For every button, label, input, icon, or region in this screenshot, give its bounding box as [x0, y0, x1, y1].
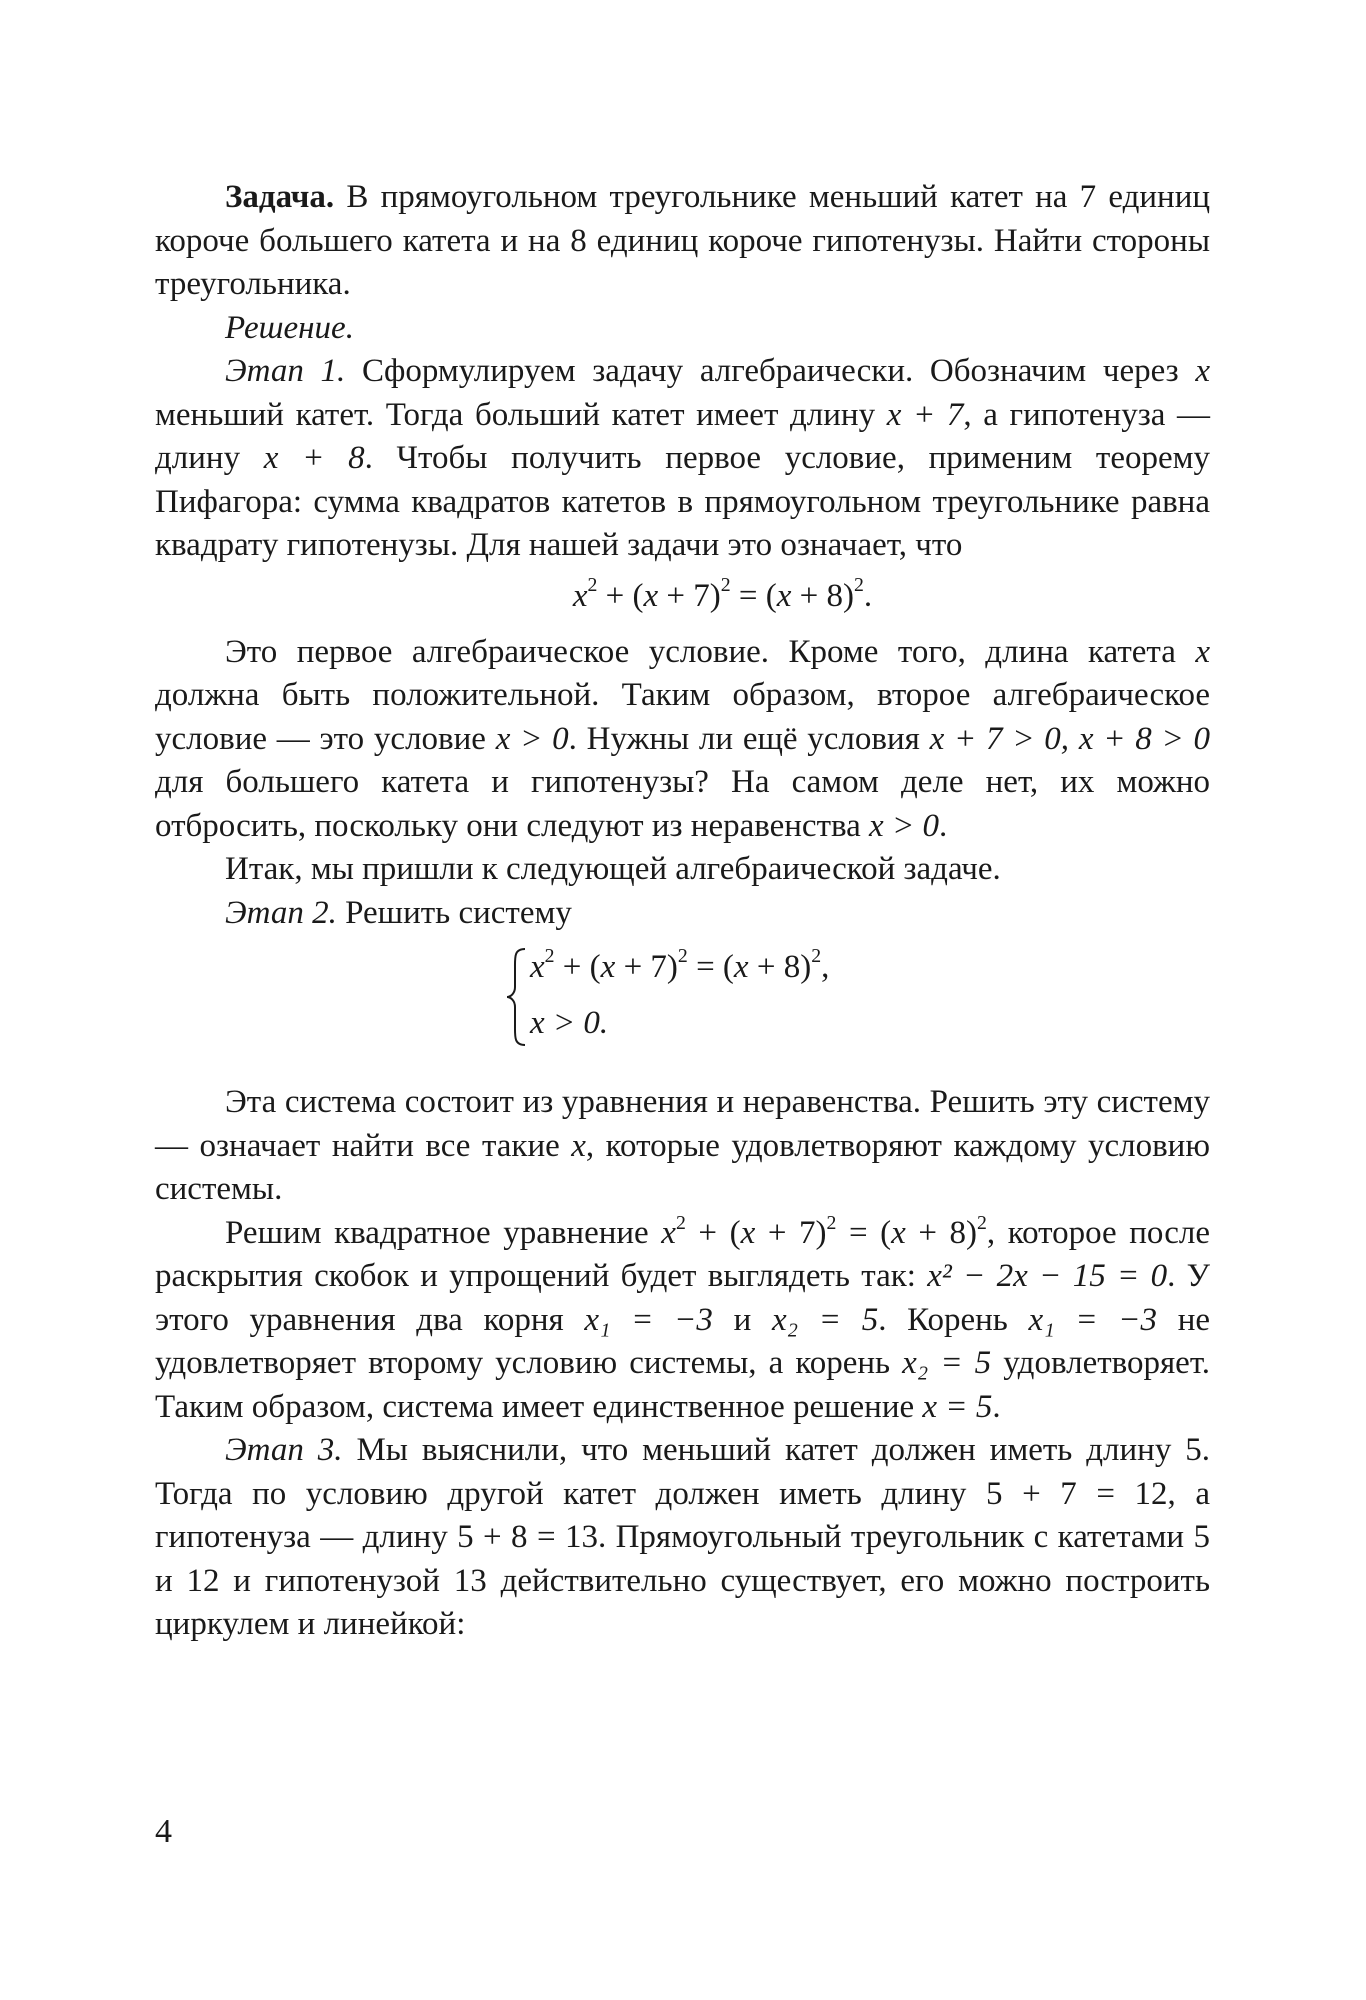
stage2-paragraph: [155, 892, 1210, 936]
sum-1: 5 + 7 = 12: [986, 1475, 1168, 1512]
paragraph-system-meaning: [155, 1081, 1210, 1212]
text: .: [992, 1388, 1001, 1425]
text: .: [938, 807, 948, 844]
text: , которые удовлетворяют каждому условию системы.: [155, 1127, 1210, 1207]
inequality: x + 8 > 0: [1078, 720, 1211, 757]
eq-term: x: [572, 577, 588, 614]
eq-term: + 7): [767, 1214, 827, 1251]
eq-term: + (: [605, 577, 644, 614]
stage2-text: Решить систему: [345, 894, 572, 931]
eq-exp: 2: [587, 573, 598, 596]
eq-term: = (: [696, 949, 734, 985]
root-2: x₂ = 5: [771, 1301, 879, 1338]
text: и: [733, 1301, 752, 1338]
expr-x-plus-8: x + 8: [263, 440, 365, 476]
eq-exp: 2: [720, 573, 731, 596]
eq-term: + 8): [799, 577, 855, 614]
root-1: x₁ = −3: [1028, 1301, 1158, 1338]
eq-term: x: [661, 1214, 676, 1251]
eq-term: = (: [738, 577, 777, 614]
stage1-paragraph: [155, 350, 1210, 568]
text: Эта система состоит из уравнения и неравенства. Решить эту систему — означает найти все такие: [155, 1084, 1210, 1164]
eq-term: x: [891, 1214, 906, 1251]
paragraph-conditions: [155, 631, 1210, 849]
paragraph-quadratic: [155, 1212, 1210, 1430]
stage1-text-4: . Чтобы получить первое условие, применим теорему Пифагора: сумма квадратов катетов в прямоугольном треугольнике равна квадрату гипотенузы. Для нашей задачи это означает, что: [155, 440, 1211, 563]
text: Это первое алгебраическое условие. Кроме того, длина катета: [225, 633, 1176, 670]
text: для большего катета и гипотенузы? На самом деле нет, их можно отбросить, поскольку они следуют из неравенства: [155, 764, 1210, 844]
text: Мы выяснили, что меньший катет должен иметь длину 5. Тогда по условию другой катет должен иметь длину: [155, 1432, 1211, 1512]
stage1-text-2: меньший катет. Тогда больший катет имеет длину: [155, 396, 876, 433]
text: . Прямоугольный треугольник с катетами 5 и 12 и гипотенузой 13 действительно существует, его можно построить циркулем и линейкой:: [155, 1519, 1210, 1642]
var-x: x: [1195, 353, 1211, 389]
eq-term: + (: [698, 1214, 741, 1251]
text: не удовлетворяет второму условию системы, а корень: [155, 1301, 1211, 1381]
stage1-label: Этап 1.: [225, 353, 346, 389]
eq-exp: 2: [675, 1211, 686, 1234]
text: должна быть положительной. Таким образом, второе алгебраическое условие — это условие: [155, 677, 1210, 757]
system-line-2: x > 0.: [530, 1005, 609, 1041]
var-x: x: [571, 1127, 586, 1164]
eq-term: x: [530, 949, 545, 985]
eq-term: x: [776, 577, 792, 614]
stage1-text-1: Сформулируем задачу алгебраически. Обозначим через: [361, 353, 1179, 389]
eq-term: .: [863, 577, 873, 614]
text: Решим квадратное уравнение: [225, 1214, 649, 1251]
system-brace: [505, 947, 527, 1047]
stage1-text-3: , а гипотенуза — длину: [155, 396, 1210, 476]
root-2: x₂ = 5: [902, 1345, 992, 1381]
var-x: x: [1195, 633, 1211, 670]
root-1: x₁ = −3: [584, 1301, 713, 1338]
quadratic-equation: x² − 2x − 15 = 0: [927, 1258, 1168, 1294]
inline-equation: [661, 1211, 987, 1251]
eq-exp: 2: [854, 573, 864, 596]
task-paragraph: [155, 176, 1210, 307]
solution-label: Решение.: [225, 309, 354, 346]
eq-term: ,: [821, 949, 830, 985]
inequality: x > 0: [495, 720, 569, 757]
eq-term: + 8): [918, 1214, 978, 1251]
text: . Нужны ли ещё условия: [568, 720, 920, 757]
eq-term: = (: [848, 1214, 892, 1251]
text: . Корень: [878, 1301, 1008, 1338]
task-text: В прямоугольном треугольнике меньший катет на 7 единиц короче большего катета и на 8 единиц короче гипотенузы. Найти стороны треугольника.: [155, 179, 1211, 302]
equation-system: [155, 939, 1210, 1051]
text: , которое после раскрытия скобок и упрощений будет выглядеть так:: [155, 1214, 1211, 1294]
eq-term: x: [643, 577, 659, 614]
solution: x = 5: [922, 1388, 993, 1425]
eq-term: + 7): [623, 949, 678, 985]
inequality: x > 0: [869, 807, 939, 844]
inequality: x + 7 > 0,: [929, 720, 1070, 757]
text: . У этого уравнения два корня: [155, 1258, 1210, 1338]
eq-term: x: [733, 949, 749, 985]
stage3-paragraph: [155, 1429, 1210, 1647]
eq-term: + (: [562, 949, 601, 985]
eq-exp: 2: [826, 1211, 837, 1234]
sum-2: 5 + 8 = 13: [457, 1519, 598, 1555]
eq-term: x: [740, 1214, 756, 1251]
eq-term: + 8): [756, 949, 812, 985]
text: удовлетворяет. Таким образом, система имеет единственное решение: [155, 1345, 1211, 1425]
page-number: 4: [155, 1813, 172, 1850]
task-label: Задача.: [225, 179, 335, 215]
eq-exp: 2: [977, 1211, 987, 1234]
stage2-label: Этап 2.: [225, 894, 337, 931]
eq-term: x: [600, 949, 616, 985]
eq-exp: 2: [544, 945, 555, 968]
stage3-label: Этап 3.: [225, 1432, 343, 1468]
eq-exp: 2: [677, 945, 688, 968]
paragraph-so: Итак, мы пришли к следующей алгебраической задаче.: [225, 851, 1001, 887]
eq-term: + 7): [666, 577, 721, 614]
eq-exp: 2: [811, 945, 822, 968]
text: , а гипотенуза — длину: [155, 1475, 1210, 1555]
equation-pythagoras: [155, 573, 1210, 619]
expr-x-plus-7: x + 7: [886, 396, 964, 433]
system-line-1: [530, 939, 829, 995]
page-body: [155, 176, 1210, 1647]
